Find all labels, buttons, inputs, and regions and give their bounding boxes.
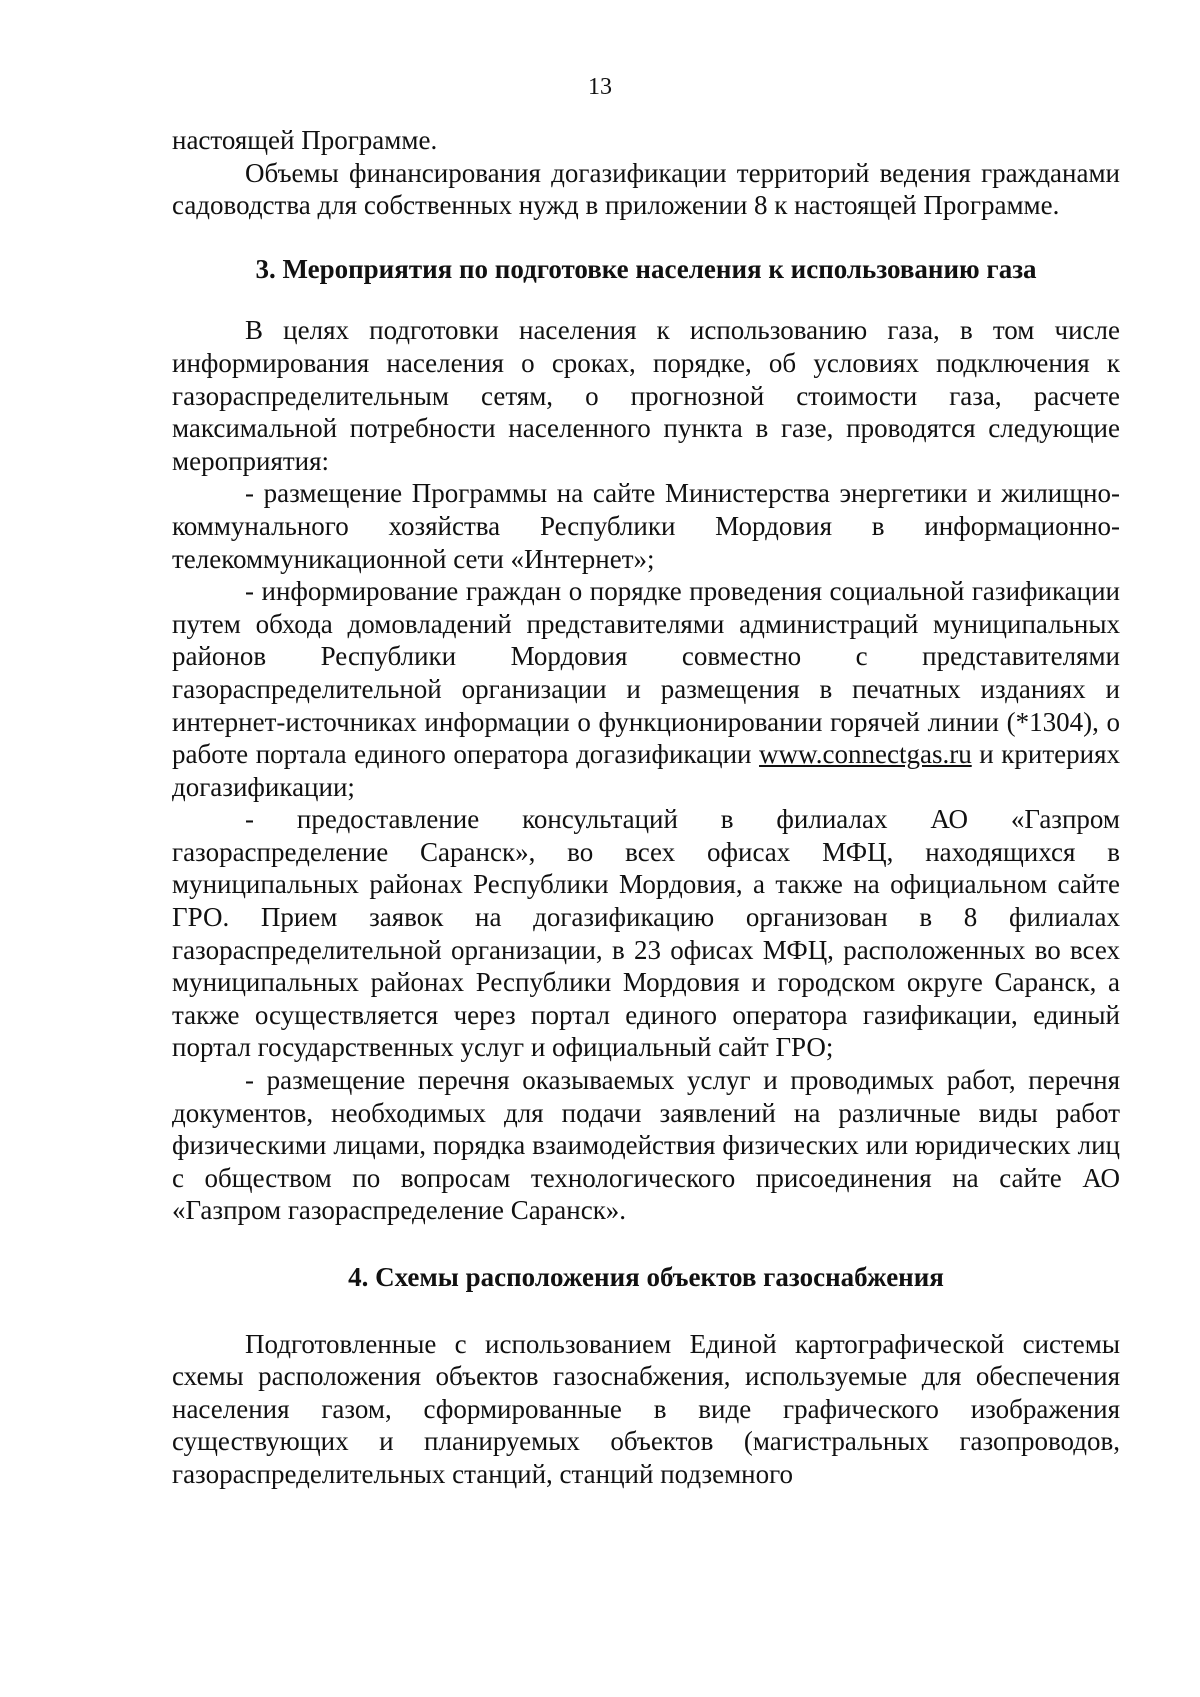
list-item-citizen-informing-tail: и критериях догазификации; [172,739,1120,802]
page-number: 13 [588,74,612,100]
list-item-citizen-informing-text: - информирование граждан о порядке проведения социальной газификации путем обхода домовладений представителями администраций муниципальных районов Республики Мордовия совместно с представителями газораспределительной организации и размещения в печатных изданиях и интернет-источниках информации о функционировании горячей линии (*1304), о работе портала единого оператора догазификации [172,576,1120,770]
section-3-heading: 3. Мероприятия по подготовке населения к использованию газа [255,253,1037,284]
section-3-intro: В целях подготовки населения к использованию газа, в том числе информирования населения о сроках, порядке, об условиях подключения к газораспределительным сетям, о прогнозной стоимости газа, расчете максимальной потребности населенного пункта в газе, проводятся следующие мероприятия: [172,315,1120,476]
list-item-consultations: - предоставление консультаций в филиалах АО «Газпром газораспределение Саранск», во всех офисах МФЦ, находящихся в муниципальных районах Республики Мордовия, а также на официальном сайте ГРО. Прием заявок на догазификацию организован в 8 филиалах газораспределительной организации, в 23 офисах МФЦ, расположенных во всех муниципальных районах Республики Мордовия и городском округе Саранск, а также осуществляется через портал единого оператора газификации, единый портал государственных услуг и официальный сайт ГРО; [172,804,1120,1063]
section-4-intro: Подготовленные с использованием Единой картографической системы схемы расположения объектов газоснабжения, используемые для обеспечения населения газом, сформированные в виде графического изображения существующих и планируемых объектов (магистральных газопроводов, газораспределительных станций, станций подземного [172,1328,1120,1489]
list-item-program-publication: - размещение Программы на сайте Министерства энергетики и жилищно-коммунального хозяйства Республики Мордовия в информационно-телекоммуникационной сети «Интернет»; [172,478,1120,574]
document-body [172,124,1120,1491]
section-4-heading: 4. Схемы расположения объектов газоснабжения [348,1262,944,1292]
paragraph-program-end: настоящей Программе. [172,125,438,155]
list-item-services-list: - размещение перечня оказываемых услуг и проводимых работ, перечня документов, необходимых для подачи заявлений на различные виды работ физическими лицами, порядка взаимодействия физических или юридических лиц с обществом по вопросам технологического присоединения на сайте АО «Газпром газораспределение Саранск». [172,1065,1120,1226]
paragraph-financing: Объемы финансирования догазификации территорий ведения гражданами садоводства для собственных нужд в приложении 8 к настоящей Программе. [172,157,1120,221]
connectgas-link[interactable]: www.connectgas.ru [759,739,972,770]
list-item-citizen-informing [172,575,1120,803]
